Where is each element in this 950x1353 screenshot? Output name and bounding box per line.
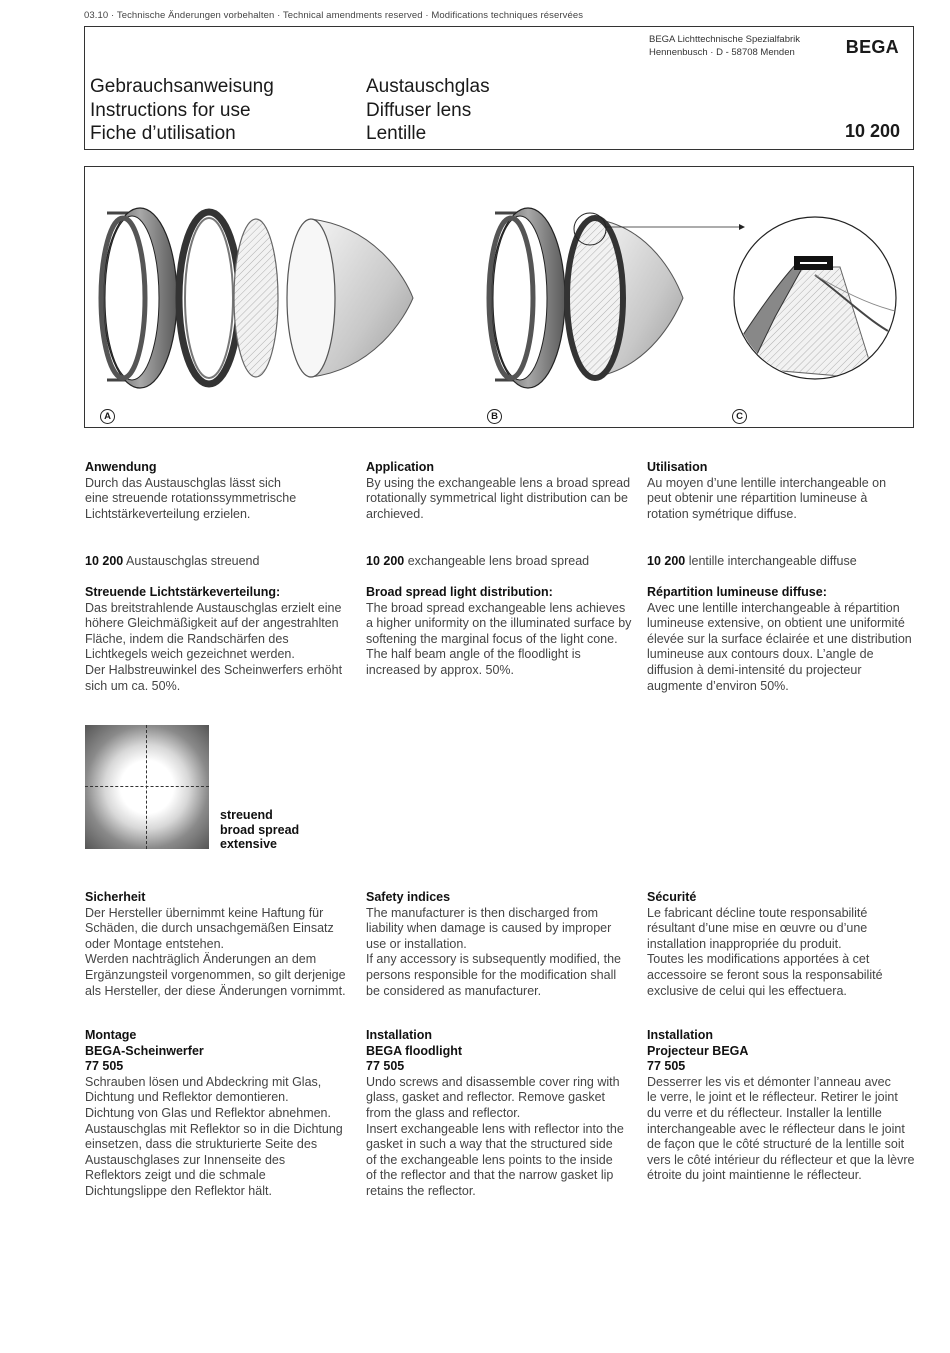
revision-line: 03.10 · Technische Änderungen vorbehalten · Technical amendments reserved · Modifications techniques réservées — [84, 10, 584, 21]
swatch-horizontal-axis — [85, 786, 209, 787]
safety-de: Sicherheit Der Hersteller übernimmt keine Haftung für Schäden, die durch unsachgemäßen Einsatz oder Montage entstehen. Werden nachträglich Änderungen an dem Ergänzungsteil vorgenommen, so gilt derjenige als Hersteller, der diese Änderungen vornimmt. — [85, 890, 346, 998]
distribution-fr: Répartition lumineuse diffuse: Avec une lentille interchangeable à répartition lumineuse extensive, on obtient une uniformité élevée sur la surface éclairée et une distribution lumineuse aux contours doux. L’angle de diffusion à demi-intensité du projecteur augmente d’environ 50%. — [647, 585, 912, 693]
installation-fr: Installation Projecteur BEGA 77 505 Desserrer les vis et démonter l’anneau avec le verre, le joint et le réflecteur. Retirer le joint du verre et du réflecteur. Installer la lentille interchangeable avec le réflecteur dans le joint de façon que le côté structuré de la lentille soit vers le côté intérieur du réflecteur et que la lèvre étroite du joint maintienne le réflecteur. — [647, 1028, 915, 1183]
article-line-fr: 10 200 lentille interchangeable diffuse — [647, 554, 857, 568]
distribution-de: Streuende Lichtstärkeverteilung: Das breitstrahlende Austauschglas erzielt eine höhere Gleichmäßigkeit auf der angestrahlten Fläche, indem die Randschärfen des Lichtkegels weich gezeichnet werden. Der Halbstreuwinkel des Scheinwerfers erhöht sich um ca. 50%. — [85, 585, 343, 693]
figure-label-b: B — [487, 409, 502, 424]
article-line-en: 10 200 exchangeable lens broad spread — [366, 554, 590, 568]
lens-reflector-b — [567, 213, 745, 378]
gasket-a — [179, 212, 239, 384]
light-distribution-swatch — [85, 725, 209, 849]
application-de: Anwendung Durch das Austauschglas lässt sich eine streuende rotationssymmetrische Lichtstärkeverteilung erzielen. — [85, 460, 297, 521]
application-fr: Utilisation Au moyen d’une lentille interchangeable on peut obtenir une répartition lumineuse à rotation symétrique diffuse. — [647, 460, 887, 521]
assembly-illustration — [84, 166, 914, 428]
distribution-label: streuend broad spread extensive — [220, 808, 300, 852]
distribution-en: Broad spread light distribution: The broad spread exchangeable lens achieves a higher uniformity on the illuminated surface by softening the marginal focus of the light cone. The half beam angle of the floodlight is increased by approx. 50%. — [366, 585, 632, 677]
diffuser-lens-a — [234, 219, 278, 377]
detail-circle-c — [734, 217, 900, 379]
document-type: Gebrauchsanweisung Instructions for use Fiche d’utilisation — [90, 76, 274, 144]
brand-logo: BEGA — [845, 37, 899, 57]
cover-ring-b — [489, 208, 565, 388]
product-name: Austauschglas Diffuser lens Lentille — [366, 76, 490, 144]
cover-ring-a — [101, 208, 177, 388]
assembly-drawing — [85, 167, 914, 428]
figure-label-a: A — [100, 409, 115, 424]
installation-en: Installation BEGA floodlight 77 505 Undo screws and disassemble cover ring with glass, gasket and reflector. Remove gasket from the glass and reflector. Insert exchangeable lens with reflector into the gasket in such a way that the structured side of the exchangeable lens points to the inside of the reflector and that the narrow gasket lip retains the reflector. — [366, 1028, 624, 1198]
document-header — [84, 26, 914, 150]
application-en: Application By using the exchangeable lens a broad spread rotationally symmetrical light distribution can be archieved. — [366, 460, 631, 521]
safety-en: Safety indices The manufacturer is then discharged from liability when damage is caused by improper use or installation. If any accessory is subsequently modified, the persons responsible for the modification shall be considered as manufacturer. — [366, 890, 621, 998]
figure-label-c: C — [732, 409, 747, 424]
manufacturer-address: BEGA Lichttechnische Spezialfabrik Hennenbusch · D - 58708 Menden — [649, 34, 801, 58]
safety-fr: Sécurité Le fabricant décline toute responsabilité résultant d’une mise en œuvre ou d’une installation inappropriée du produit. Toutes les modifications apportées à cet accessoire se feront sous la responsabilité exclusive de celui qui les effectuera. — [647, 890, 883, 998]
article-line-de: 10 200 Austauschglas streuend — [85, 554, 260, 568]
article-number: 10 200 — [844, 121, 900, 141]
reflector-a — [287, 219, 413, 377]
swatch-vertical-axis — [146, 725, 147, 849]
installation-de: Montage BEGA-Scheinwerfer 77 505 Schrauben lösen und Abdeckring mit Glas, Dichtung und Reflektor demontieren. Dichtung von Glas und Reflektor abnehmen. Austauschglas mit Reflektor so in die Dichtung einsetzen, dass die strukturierte Seite des Austauschglases zur Innenseite des Reflektors zeigt und die schmale Dichtungslippe den Reflektor hält. — [85, 1028, 343, 1198]
